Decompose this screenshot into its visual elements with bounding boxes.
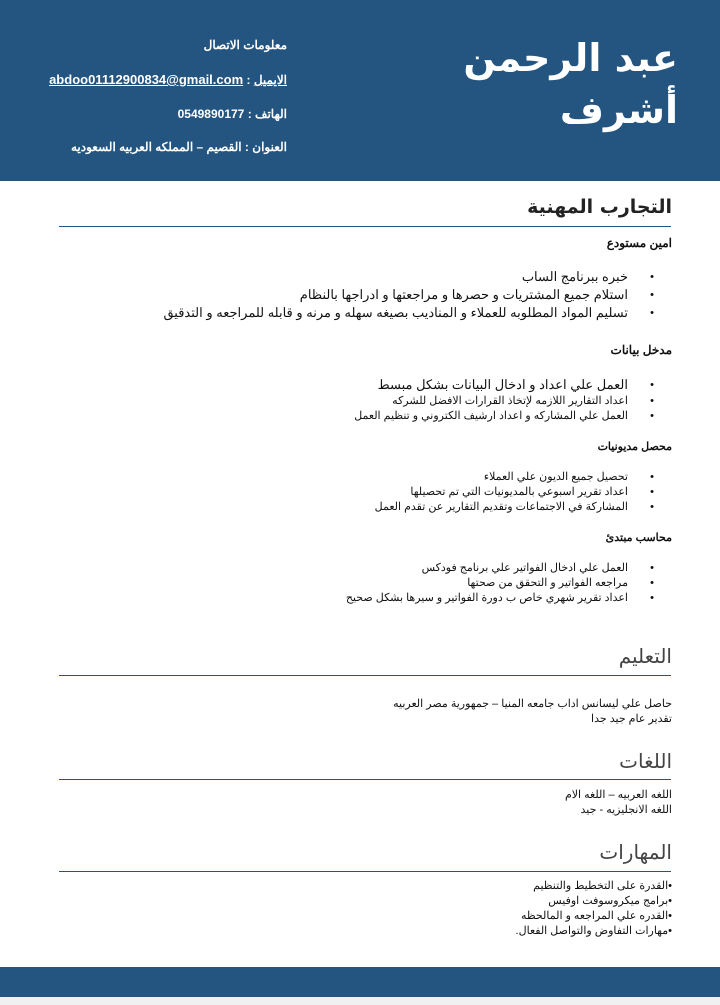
education-details <box>393 697 672 727</box>
experience-title: التجارب المهنية <box>527 196 672 218</box>
education-line: تقدير عام جيد جدا <box>591 713 672 725</box>
skills-title: المهارات <box>599 840 672 864</box>
education-line: حاصل علي ليسانس اداب جامعه المنيا – جمهورية مصر العربيه <box>393 698 672 710</box>
list-item: • العمل علي المشاركه و اعداد ارشيف الكتروني و تنظيم العمل <box>354 409 654 424</box>
list-item: • تحصيل جميع الديون علي العملاء <box>375 470 654 485</box>
languages-title: اللغات <box>619 749 672 773</box>
email-link[interactable]: abdoo01112900834@gmail.com <box>49 72 244 87</box>
job-title: محاسب مبتدئ <box>605 532 672 544</box>
list-item: • العمل علي اعداد و ادخال البيانات بشكل مبسط <box>378 376 654 394</box>
job-title: امين مستودع <box>606 236 672 250</box>
address-label: العنوان <box>252 140 287 154</box>
skill-item: •القدرة على التخطيط والتنظيم <box>533 880 672 892</box>
contact-heading: معلومات الاتصال <box>203 38 287 52</box>
list-item: • استلام جميع المشتريات و حصرها و مراجعتها و ادراجها بالنظام <box>163 286 654 304</box>
languages-divider <box>59 779 671 780</box>
address-row: العنوان : القصيم – المملكه العربيه السعوديه <box>70 140 287 154</box>
phone-label: الهاتف <box>255 107 287 121</box>
job-title: مدخل بيانات <box>610 343 672 357</box>
list-item: • اعداد التقارير اللازمه لإتخاذ القرارات الافضل للشركه <box>354 394 654 409</box>
job-duties-list <box>346 561 654 606</box>
job-title: محصل مديونيات <box>597 441 672 453</box>
skill-item: •القدره علي المراجعه و المالحظه <box>521 910 672 922</box>
job-duties-list <box>354 394 654 424</box>
name-line-2: أشرف <box>559 88 678 132</box>
skills-list <box>516 879 672 939</box>
education-title: التعليم <box>618 644 672 668</box>
language-line: اللغه العربيه – اللغه الام <box>564 789 672 801</box>
experience-divider <box>59 226 671 227</box>
phone-value: 0549890177 <box>177 107 245 121</box>
footer-banner <box>0 967 720 997</box>
skill-item: •مهارات التفاوض والتواصل الفعال. <box>515 925 672 937</box>
job-duties-list <box>375 470 654 515</box>
phone-row: الهاتف : 0549890177 <box>177 107 287 121</box>
email-label: الايميل <box>253 73 287 87</box>
footer-strip <box>0 997 720 1005</box>
list-item: • المشاركة في الاجتماعات وتقديم التقارير عن تقدم العمل <box>375 500 654 515</box>
list-item: • مراجعه الفواتير و التحقق من صحتها <box>346 576 654 591</box>
name-line-1: عبد الرحمن <box>463 36 678 80</box>
candidate-name <box>463 32 678 136</box>
job-duties-list <box>163 268 654 322</box>
header-banner <box>0 0 720 181</box>
language-line: اللغه الانجليزيه - جيد <box>580 804 672 816</box>
list-item: • تسليم المواد المطلوبه للعملاء و المناديب بصيغه سهله و مرنه و قابله للمراجعه و التدقيق <box>163 304 654 322</box>
skill-item: •برامج ميكروسوفت اوفيس <box>548 895 672 907</box>
list-item: • اعداد تقرير شهري خاص ب دورة الفواتير و سيرها بشكل صحيح <box>346 591 654 606</box>
skills-divider <box>59 871 671 872</box>
email-row: الايميل : abdoo01112900834@gmail.com <box>49 72 287 87</box>
job-duties-list <box>378 376 654 394</box>
languages-details <box>565 788 672 818</box>
list-item: • خبره ببرنامج الساب <box>163 268 654 286</box>
list-item: • العمل علي ادخال الفواتير علي برنامج فودكس <box>346 561 654 576</box>
list-item: • اعداد تقرير اسبوعي بالمديونيات التي تم تحصيلها <box>375 485 654 500</box>
education-divider <box>59 675 671 676</box>
address-value: القصيم – المملكه العربيه السعوديه <box>70 140 242 154</box>
